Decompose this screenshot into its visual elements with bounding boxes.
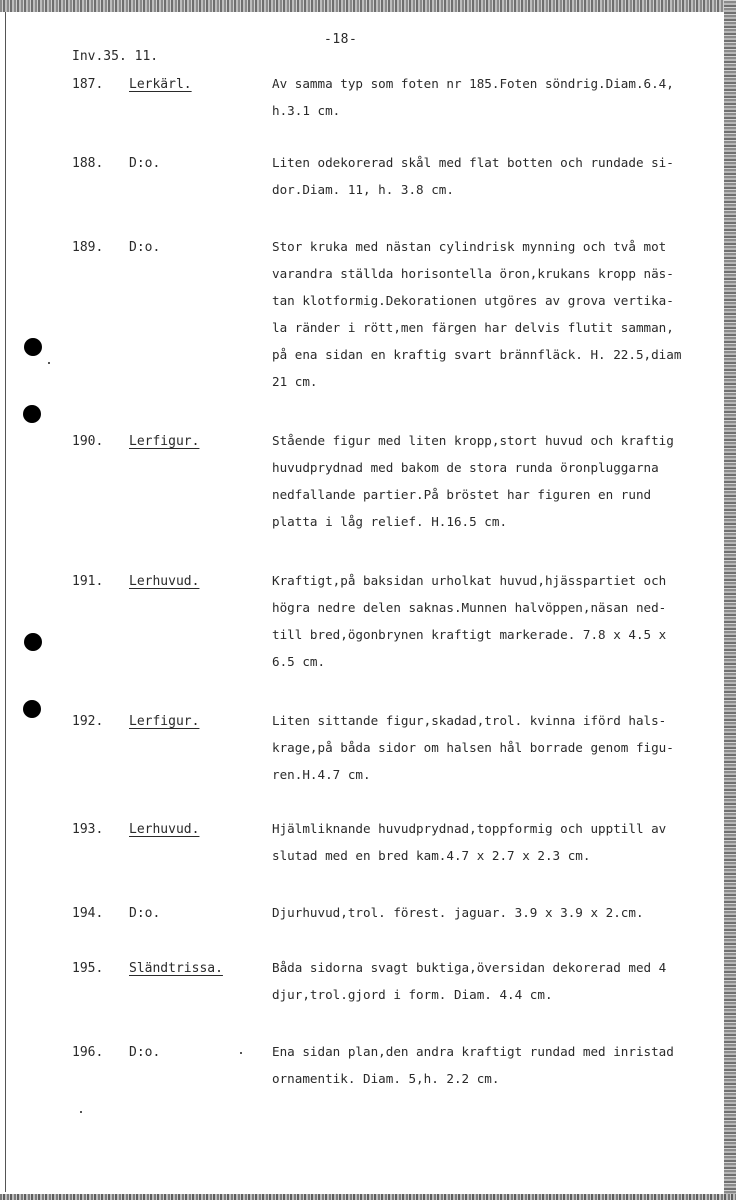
entry-name: D:o. [129, 156, 161, 171]
entry-description [272, 233, 722, 395]
description-line: Av samma typ som foten nr 185.Foten söndrig.Diam.6.4, [272, 76, 674, 91]
description-line: dor.Diam. 11, h. 3.8 cm. [272, 182, 454, 197]
page-number: -18- [324, 32, 358, 47]
description-line: Liten sittande figur,skadad,trol. kvinna iförd hals- [272, 713, 667, 728]
entry-name: Lerhuvud. [129, 822, 200, 837]
description-line: tan klotformig.Dekorationen utgöres av grova vertika- [272, 293, 674, 308]
entry-number: 189. [72, 240, 104, 255]
punch-hole-icon [24, 338, 42, 356]
entry-name: D:o. [129, 240, 161, 255]
scan-border-top [0, 0, 736, 12]
entry-description [272, 427, 722, 535]
entry-number: 187. [72, 77, 104, 92]
punch-hole-icon [24, 633, 42, 651]
entry-name: Lerkärl. [129, 77, 192, 92]
description-line: huvudprydnad med bakom de stora runda öronpluggarna [272, 460, 659, 475]
description-line: varandra ställda horisontella öron,krukans kropp näs- [272, 266, 674, 281]
scan-border-bottom [0, 1194, 736, 1200]
scan-border-right [724, 0, 736, 1200]
description-line: på ena sidan en kraftig svart brännfläck. H. 22.5,diam [272, 347, 682, 362]
entry-number: 191. [72, 574, 104, 589]
description-line: till bred,ögonbrynen kraftigt markerade. 7.8 x 4.5 x [272, 627, 667, 642]
entry-name: D:o. [129, 906, 161, 921]
entry-name: D:o. [129, 1045, 161, 1060]
description-line: slutad med en bred kam.4.7 x 2.7 x 2.3 cm. [272, 848, 591, 863]
entry-number: 193. [72, 822, 104, 837]
description-line: 21 cm. [272, 374, 318, 389]
entry-description [272, 954, 722, 1008]
description-line: Hjälmliknande huvudprydnad,toppformig och upptill av [272, 821, 667, 836]
entry-description [272, 815, 722, 869]
description-line: la ränder i rött,men färgen har delvis flutit samman, [272, 320, 674, 335]
description-line: Ena sidan plan,den andra kraftigt rundad med inristad [272, 1044, 674, 1059]
description-line: nedfallande partier.På bröstet har figuren en rund [272, 487, 652, 502]
entry-name: Sländtrissa. [129, 961, 223, 976]
description-line: platta i låg relief. H.16.5 cm. [272, 514, 508, 529]
entry-description [272, 567, 722, 675]
description-line: Båda sidorna svagt buktiga,översidan dekorerad med 4 [272, 960, 667, 975]
description-line: Djurhuvud,trol. förest. jaguar. 3.9 x 3.9 x 2.cm. [272, 905, 644, 920]
entry-description [272, 70, 722, 124]
description-line: ren.H.4.7 cm. [272, 767, 371, 782]
entry-number: 194. [72, 906, 104, 921]
entry-description [272, 707, 722, 788]
description-line: Stående figur med liten kropp,stort huvud och kraftig [272, 433, 674, 448]
description-line: h.3.1 cm. [272, 103, 341, 118]
entry-number: 190. [72, 434, 104, 449]
punch-hole-icon [23, 405, 41, 423]
entry-description [272, 149, 722, 203]
entry-name: Lerfigur. [129, 434, 200, 449]
entry-name: Lerfigur. [129, 714, 200, 729]
entry-number: 188. [72, 156, 104, 171]
scan-speck [48, 362, 50, 364]
entry-number: 192. [72, 714, 104, 729]
description-line: djur,trol.gjord i form. Diam. 4.4 cm. [272, 987, 553, 1002]
description-line: ornamentik. Diam. 5,h. 2.2 cm. [272, 1071, 500, 1086]
scan-speck [80, 1111, 82, 1113]
description-line: krage,på båda sidor om halsen hål borrade genom figu- [272, 740, 674, 755]
entry-description [272, 899, 722, 926]
description-line: Kraftigt,på baksidan urholkat huvud,hjässpartiet och [272, 573, 667, 588]
punch-hole-icon [23, 700, 41, 718]
description-line: Liten odekorerad skål med flat botten och rundade si- [272, 155, 674, 170]
entry-description [272, 1038, 722, 1092]
description-line: 6.5 cm. [272, 654, 326, 669]
entry-number: 196. [72, 1045, 104, 1060]
description-line: högra nedre delen saknas.Munnen halvöppen,näsan ned- [272, 600, 667, 615]
scan-speck [240, 1052, 242, 1054]
entry-name: Lerhuvud. [129, 574, 200, 589]
entry-number: 195. [72, 961, 104, 976]
inventory-reference: Inv.35. 11. [72, 49, 159, 64]
page-left-edge [5, 12, 6, 1192]
description-line: Stor kruka med nästan cylindrisk mynning och två mot [272, 239, 667, 254]
